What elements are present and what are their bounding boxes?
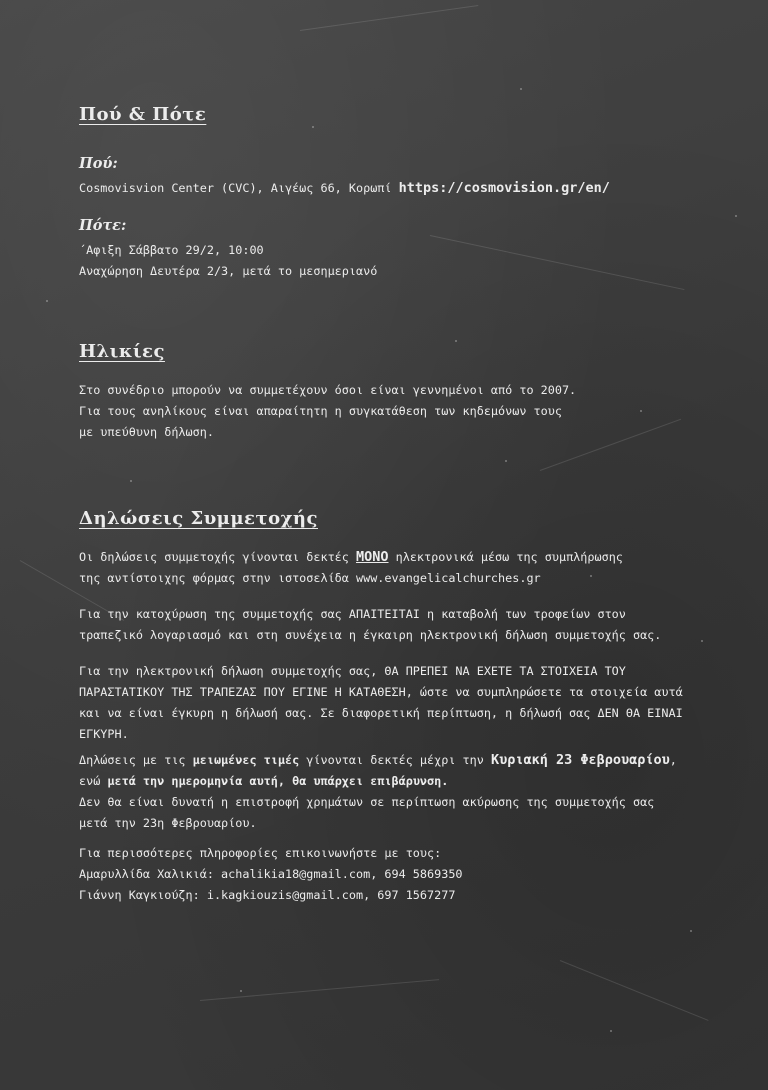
ages-line: Στο συνέδριο μπορούν να συμμετέχουν όσοι είναι γεννημένοι από το 2007. [79, 383, 577, 397]
ages-line: Για τους ανηλίκους είναι απαραίτητη η συγκατάθεση των κηδεμόνων τους [79, 404, 562, 418]
venue-address: Cosmovisvion Center (CVC), Αιγέως 66, Κορωπί [79, 181, 399, 195]
p1-text: ηλεκτρονικά μέσω της συμπλήρωσης [388, 550, 623, 564]
registration-p4-line4: μετά την 23η Φεβρουαρίου. [79, 816, 257, 830]
registration-p3-line: και να είναι έγκυρη η δήλωσή σας. Σε διαφορετική περίπτωση, η δήλωσή σας ΔΕΝ ΘΑ ΕΙΝΑΙ [79, 706, 683, 720]
p4-text: ενώ [79, 774, 108, 788]
registration-p2-line1: Για την κατοχύρωση της συμμετοχής σας ΑΠΑΙΤΕΙΤΑΙ η καταβολή των τροφείων στον [79, 607, 626, 621]
registration-p1-line1 [79, 547, 623, 567]
reduced-prices-emphasis: μειωμένες τιμές [192, 753, 300, 767]
p4-text: γίνονται δεκτές μέχρι την [299, 753, 491, 767]
registration-p2-line2: τραπεζικό λογαριασμό και στη συνέχεια η έγκαιρη ηλεκτρονική δήλωση συμμετοχής σας. [79, 628, 662, 642]
departure-text: Αναχώρηση Δευτέρα 2/3, μετά το μεσημεριανό [79, 264, 378, 278]
registration-p3-line: ΕΓΚΥΡΗ. [79, 727, 129, 741]
registration-p3-line: Για την ηλεκτρονική δήλωση συμμετοχής σας, ΘΑ ΠΡΕΠΕΙ ΝΑ ΕΧΕΤΕ ΤΑ ΣΤΟΙΧΕΙΑ ΤΟΥ [79, 664, 626, 678]
p1-text: Οι δηλώσεις συμμετοχής γίνονται δεκτές [79, 550, 356, 564]
where-label: Πού: [79, 155, 118, 172]
contact-person: Αμαρυλλίδα Χαλικιά: achalikia18@gmail.com, 694 5869350 [79, 867, 463, 881]
arrival-text: ΄Αφιξη Σάββατο 29/2, 10:00 [79, 243, 264, 257]
p4-text: , [669, 753, 677, 767]
registration-p4-line3: Δεν θα είναι δυνατή η επιστροφή χρημάτων σε περίπτωση ακύρωσης της συμμετοχής σας [79, 795, 655, 809]
contact-intro: Για περισσότερες πληροφορίες επικοινωνήστε με τους: [79, 846, 442, 860]
deadline-emphasis: Κυριακή 23 Φεβρουαρίου [490, 752, 670, 768]
ages-line: με υπεύθυνη δήλωση. [79, 425, 214, 439]
after-date-emphasis: μετά την ημερομηνία αυτή [107, 774, 278, 788]
mono-emphasis: ΜΟΝΟ [356, 549, 389, 565]
registration-p1-line2: της αντίστοιχης φόρμας στην ιστοσελίδα www.evangelicalchurches.gr [79, 571, 541, 585]
venue-link[interactable]: https://cosmovision.gr/en/ [398, 180, 610, 196]
registration-p4-line2 [79, 771, 448, 791]
surcharge-text: , θα υπάρχει επιβάρυνση. [277, 774, 449, 788]
where-when-heading: Πού & Πότε [79, 104, 207, 125]
where-text-line [79, 178, 610, 198]
p4-text: Δηλώσεις με τις [79, 753, 193, 767]
when-label: Πότε: [79, 217, 127, 234]
registration-heading: Δηλώσεις Συμμετοχής [79, 508, 318, 529]
contact-person: Γιάννη Καγκιούζη: i.kagkiouzis@gmail.com, 697 1567277 [79, 888, 456, 902]
registration-p4-line1 [79, 750, 677, 770]
registration-p3-line: ΠΑΡΑΣΤΑΤΙΚΟΥ ΤΗΣ ΤΡΑΠΕΖΑΣ ΠΟΥ ΕΓΙΝΕ Η ΚΑΤΑΘΕΣΗ, ώστε να συμπληρώσετε τα στοιχεία αυτά [79, 685, 683, 699]
ages-heading: Ηλικίες [79, 341, 165, 362]
